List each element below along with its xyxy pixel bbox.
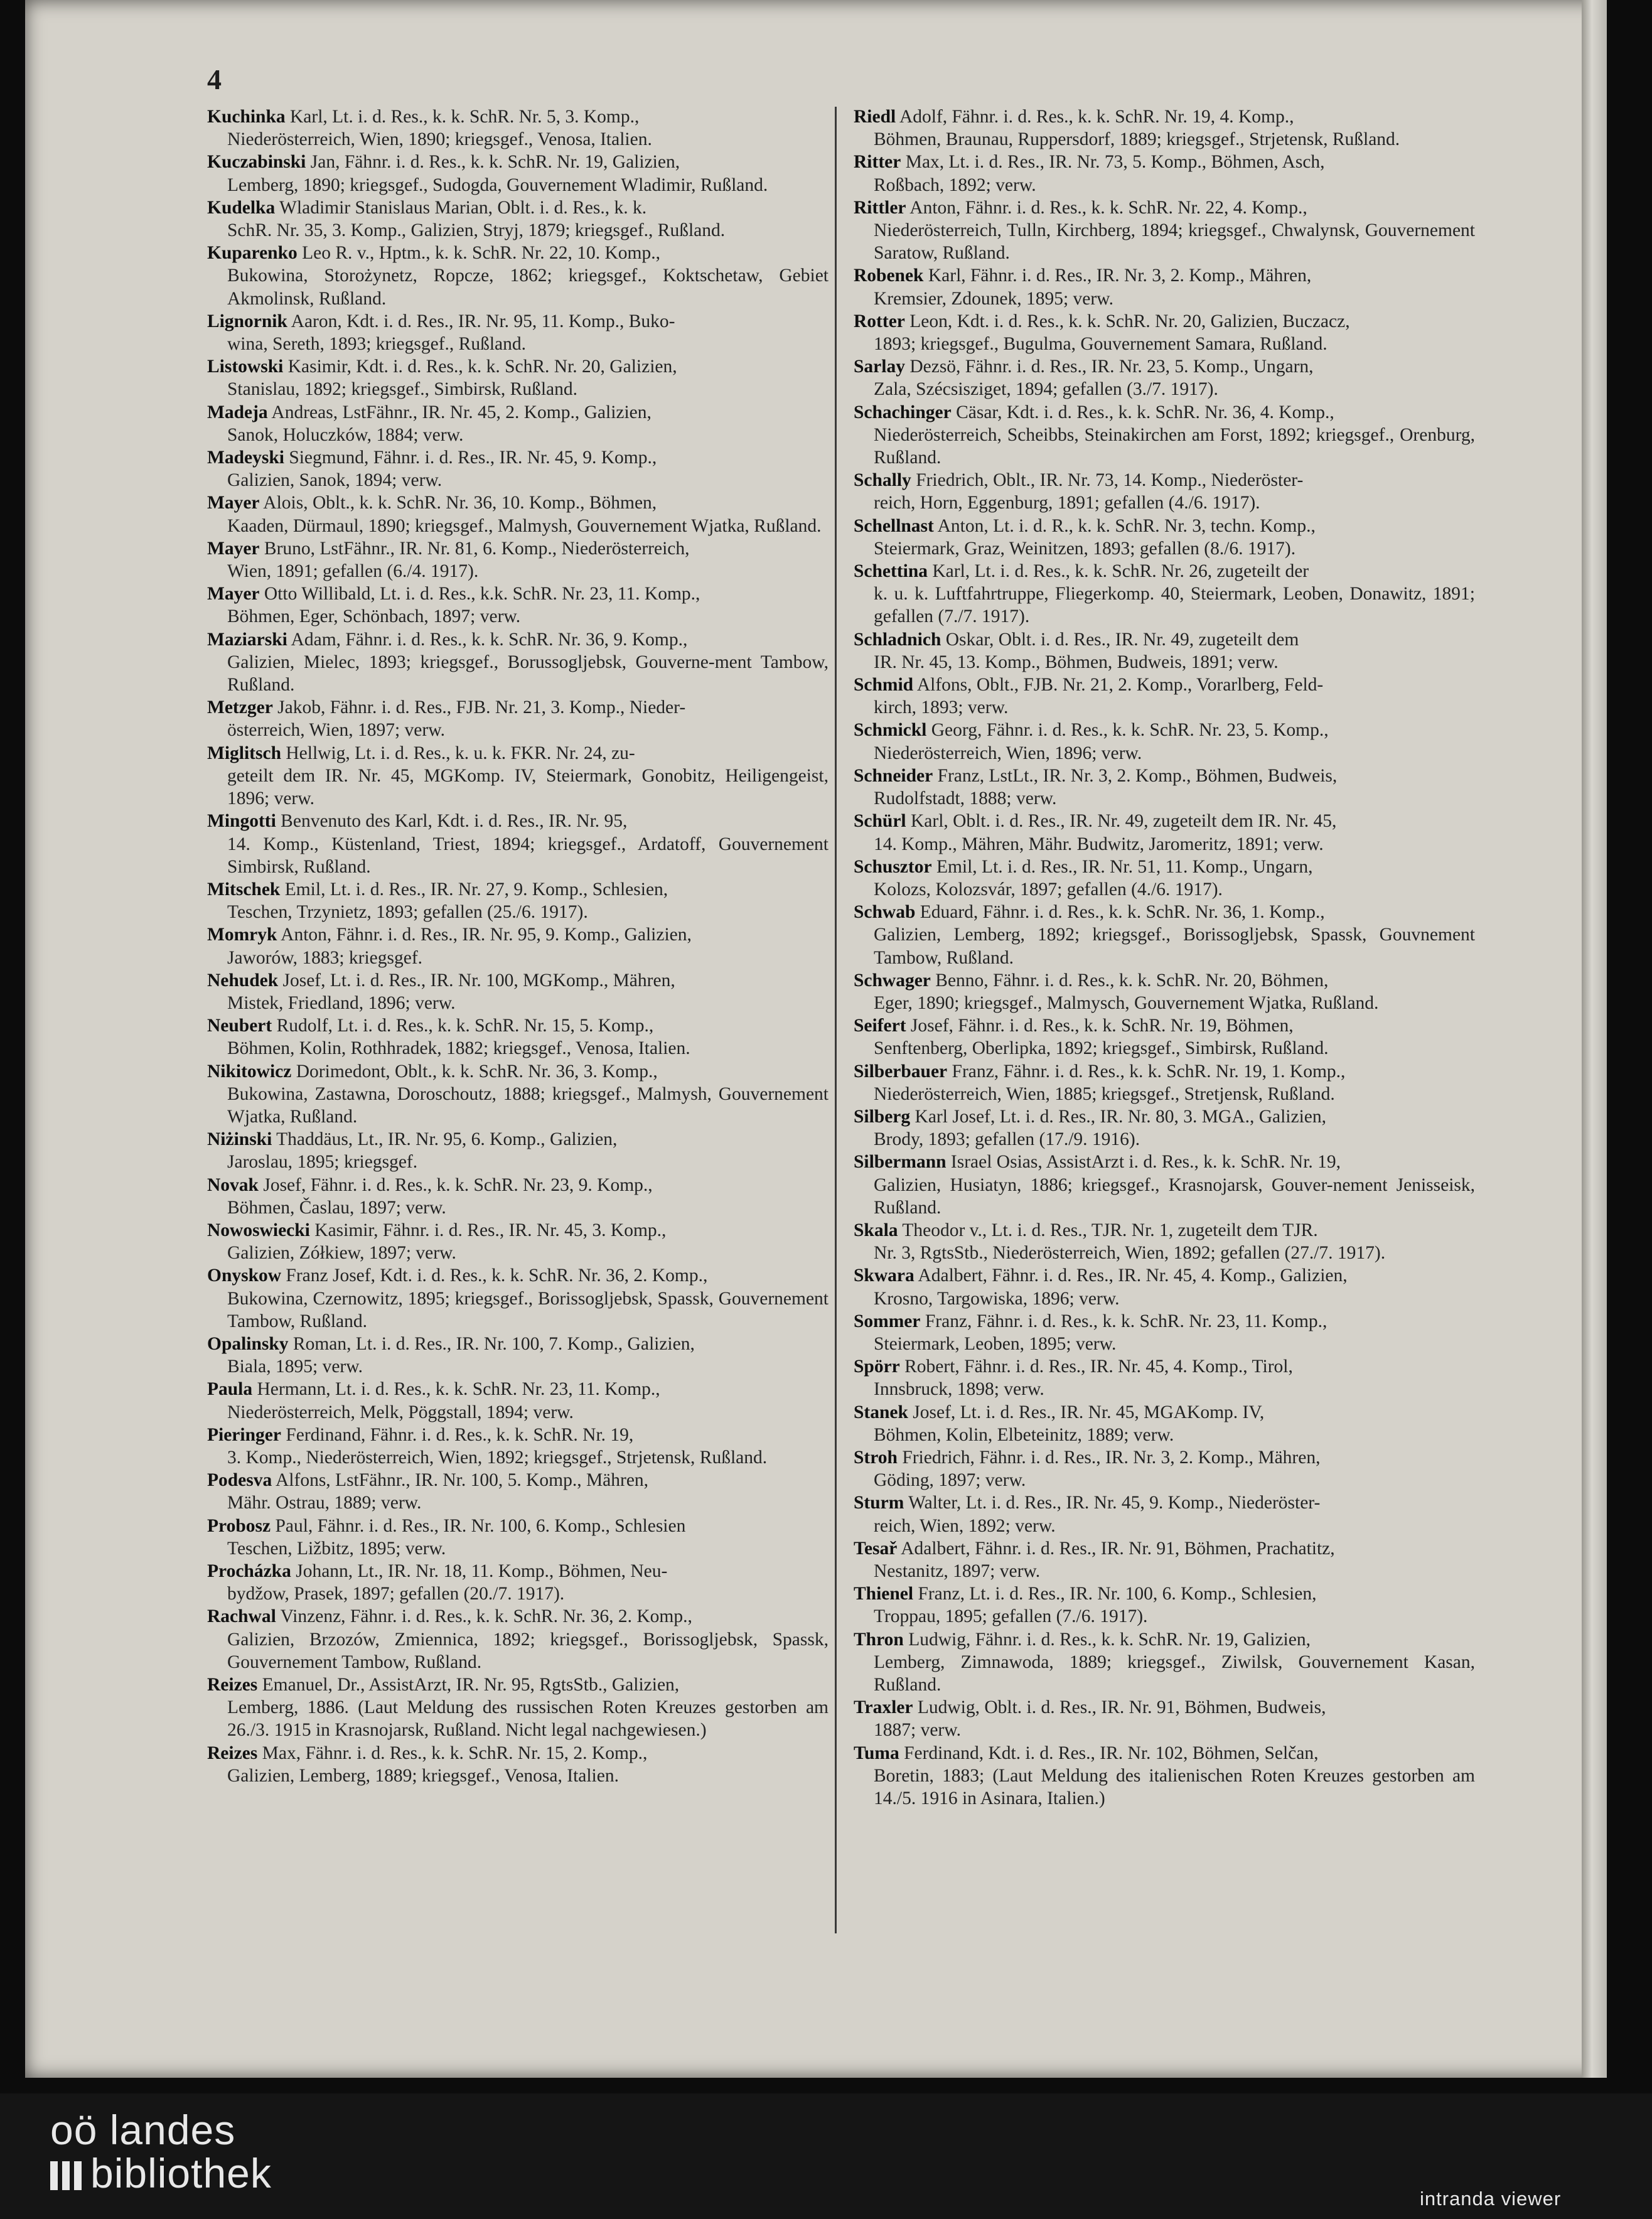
entry-surname: Mayer: [207, 493, 260, 513]
entry-surname: Kuparenko: [207, 243, 298, 264]
entry-details: Ludwig, Oblt. i. d. Res., IR. Nr. 91, Böhmen, Budweis,: [913, 1697, 1326, 1718]
entry-details: Robert, Fähnr. i. d. Res., IR. Nr. 45, 4. Komp., Tirol,: [899, 1357, 1293, 1377]
register-entry: [207, 1515, 829, 1560]
entry-continuation: Galizien, Husiatyn, 1886; kriegsgef., Krasnojarsk, Gouver-nement Jenisseisk, Rußland.: [874, 1174, 1475, 1218]
entry-surname: Schladnich: [854, 629, 941, 650]
library-logo[interactable]: [50, 2109, 272, 2196]
entry-continuation: Galizien, Brzozów, Zmiennica, 1892; kriegsgef., Borissogljebsk, Spassk, Gouvernement Tambow, Rußland.: [227, 1629, 829, 1672]
register-entry: [207, 969, 829, 1014]
entry-continuation: Eger, 1890; kriegsgef., Malmysch, Gouvernement Wjatka, Rußland.: [874, 992, 1379, 1013]
entry-surname: Rittler: [854, 197, 906, 218]
register-entry: [207, 583, 829, 628]
entry-details: Paul, Fähnr. i. d. Res., IR. Nr. 100, 6. Komp., Schlesien: [271, 1515, 686, 1536]
entry-details: Max, Fähnr. i. d. Res., k. k. SchR. Nr. 15, 2. Komp.,: [257, 1743, 648, 1763]
register-entry: [207, 1674, 829, 1742]
entry-surname: Mayer: [207, 538, 260, 559]
register-entry: [854, 515, 1475, 560]
register-entry: [854, 1491, 1475, 1537]
entry-continuation: Niederösterreich, Melk, Pöggstall, 1894; verw.: [227, 1402, 574, 1422]
entry-surname: Stroh: [854, 1447, 898, 1468]
entry-surname: Sommer: [854, 1311, 921, 1331]
entry-details: Bruno, LstFähnr., IR. Nr. 81, 6. Komp., Niederösterreich,: [259, 538, 690, 559]
entry-surname: Paula: [207, 1379, 253, 1400]
register-entry: [854, 105, 1475, 151]
register-entry: [207, 196, 829, 242]
entry-surname: Skala: [854, 1220, 898, 1240]
register-entry: [207, 105, 829, 151]
entry-details: Emil, Lt. i. d. Res., IR. Nr. 27, 9. Komp., Schlesien,: [280, 879, 668, 900]
register-entry: [854, 264, 1475, 309]
entry-surname: Mingotti: [207, 811, 276, 832]
entry-surname: Nikitowicz: [207, 1061, 292, 1082]
entry-details: Eduard, Fähnr. i. d. Res., k. k. SchR. Nr. 36, 1. Komp.,: [915, 902, 1325, 923]
entry-details: Karl, Lt. i. d. Res., k. k. SchR. Nr. 5, 3. Komp.,: [285, 107, 640, 127]
entry-continuation: Niederösterreich, Scheibbs, Steinakirchen am Forst, 1892; kriegsgef., Orenburg, Rußland.: [874, 424, 1475, 468]
register-entry: [207, 355, 829, 400]
entry-continuation: Jaworów, 1883; kriegsgef.: [227, 947, 423, 968]
register-entry: [207, 1014, 829, 1060]
entry-details: Josef, Fähnr. i. d. Res., k. k. SchR. Nr. 23, 9. Komp.,: [258, 1174, 653, 1195]
entry-details: Vinzenz, Fähnr. i. d. Res., k. k. SchR. Nr. 36, 2. Komp.,: [276, 1606, 692, 1627]
entry-details: Franz, Fähnr. i. d. Res., k. k. SchR. Nr. 23, 11. Komp.,: [920, 1311, 1328, 1331]
entry-surname: Probosz: [207, 1515, 271, 1536]
register-entry: [207, 537, 829, 583]
register-entry: [207, 1469, 829, 1514]
entry-details: Kasimir, Fähnr. i. d. Res., IR. Nr. 45, 3. Komp.,: [309, 1220, 667, 1240]
entry-surname: Rotter: [854, 311, 905, 331]
register-entry: [854, 1151, 1475, 1219]
entry-continuation: IR. Nr. 45, 13. Komp., Böhmen, Budweis, 1891; verw.: [874, 652, 1279, 672]
entry-continuation: Niederösterreich, Tulln, Kirchberg, 1894; kriegsgef., Chwalynsk, Gouvernement Saratow, Rußland.: [874, 220, 1475, 264]
register-entry: [207, 492, 829, 537]
register-entry: [207, 1378, 829, 1423]
entry-continuation: Rudolfstadt, 1888; verw.: [874, 788, 1057, 809]
register-entry: [207, 401, 829, 446]
entry-details: Leo R. v., Hptm., k. k. SchR. Nr. 22, 10. Komp.,: [297, 243, 660, 264]
entry-details: Rudolf, Lt. i. d. Res., k. k. SchR. Nr. 15, 5. Komp.,: [272, 1016, 654, 1036]
entry-details: Dezsö, Fähnr. i. d. Res., IR. Nr. 23, 5. Komp., Ungarn,: [904, 357, 1314, 377]
entry-surname: Schellnast: [854, 515, 934, 536]
entry-details: Siegmund, Fähnr. i. d. Res., IR. Nr. 45, 9. Komp.,: [284, 448, 657, 468]
entry-details: Hellwig, Lt. i. d. Res., k. u. k. FKR. Nr. 24, zu-: [281, 743, 635, 763]
entry-details: Theodor v., Lt. i. d. Res., TJR. Nr. 1, zugeteilt dem TJR.: [898, 1220, 1318, 1240]
entry-details: Roman, Lt. i. d. Res., IR. Nr. 100, 7. Komp., Galizien,: [288, 1333, 695, 1354]
register-entry: [854, 151, 1475, 196]
entry-continuation: Niederösterreich, Wien, 1885; kriegsgef., Stretjensk, Rußland.: [874, 1083, 1335, 1104]
register-entry: [207, 242, 829, 310]
entry-continuation: k. u. k. Luftfahrtruppe, Fliegerkomp. 40, Steiermark, Leoben, Donawitz, 1891; gefallen (7./7. 1917).: [874, 584, 1475, 627]
register-entry: [854, 1537, 1475, 1582]
entry-continuation: Nr. 3, RgtsStb., Niederösterreich, Wien, 1892; gefallen (27./7. 1917).: [874, 1243, 1386, 1264]
entry-details: Franz, Fähnr. i. d. Res., k. k. SchR. Nr. 19, 1. Komp.,: [947, 1061, 1346, 1082]
entry-details: Ludwig, Fähnr. i. d. Res., k. k. SchR. Nr. 19, Galizien,: [903, 1629, 1311, 1650]
register-entry: [854, 901, 1475, 969]
entry-surname: Metzger: [207, 697, 273, 718]
entry-details: Friedrich, Fähnr. i. d. Res., IR. Nr. 3, 2. Komp., Mähren,: [897, 1447, 1321, 1468]
entry-surname: Stanek: [854, 1402, 908, 1422]
entry-surname: Procházka: [207, 1561, 291, 1581]
register-entry: [207, 1333, 829, 1378]
entry-continuation: Senftenberg, Oberlipka, 1892; kriegsgef., Simbirsk, Rußland.: [874, 1038, 1329, 1059]
entry-surname: Listowski: [207, 357, 284, 377]
entry-surname: Schettina: [854, 561, 928, 582]
register-entry: [854, 469, 1475, 514]
entry-surname: Skwara: [854, 1265, 914, 1286]
register-entry: [854, 969, 1475, 1014]
entry-continuation: SchR. Nr. 35, 3. Komp., Galizien, Stryj, 1879; kriegsgef., Rußland.: [227, 220, 726, 241]
entry-details: Andreas, LstFähnr., IR. Nr. 45, 2. Komp., Galizien,: [267, 402, 652, 422]
register-entry: [854, 1582, 1475, 1628]
entry-continuation: Bukowina, Zastawna, Doroschoutz, 1888; kriegsgef., Malmysh, Gouvernement Wjatka, Rußland.: [227, 1083, 829, 1127]
entry-continuation: österreich, Wien, 1897; verw.: [227, 720, 445, 741]
register-entry: [854, 355, 1475, 400]
entry-details: Karl, Fähnr. i. d. Res., IR. Nr. 3, 2. Komp., Mähren,: [923, 266, 1312, 286]
register-entry: [854, 674, 1475, 719]
register-entry: [207, 310, 829, 355]
entry-continuation: Roßbach, 1892; verw.: [874, 175, 1036, 195]
entry-details: Oskar, Oblt. i. d. Res., IR. Nr. 49, zugeteilt dem: [941, 629, 1299, 650]
entry-details: Leon, Kdt. i. d. Res., k. k. SchR. Nr. 20, Galizien, Buczacz,: [904, 311, 1350, 331]
register-entry: [207, 1174, 829, 1219]
entry-surname: Mayer: [207, 584, 260, 604]
entry-details: Alfons, LstFähnr., IR. Nr. 100, 5. Komp., Mähren,: [272, 1470, 649, 1491]
register-entry: [207, 1742, 829, 1787]
entry-surname: Thienel: [854, 1584, 914, 1604]
entry-surname: Robenek: [854, 266, 924, 286]
register-entry: [207, 628, 829, 697]
entry-details: Josef, Fähnr. i. d. Res., k. k. SchR. Nr. 19, Böhmen,: [906, 1016, 1294, 1036]
entry-details: Josef, Lt. i. d. Res., IR. Nr. 100, MGKomp., Mähren,: [278, 970, 675, 991]
entry-surname: Reizes: [207, 1743, 258, 1763]
entry-details: Anton, Fähnr. i. d. Res., IR. Nr. 95, 9. Komp., Galizien,: [277, 925, 692, 945]
entry-details: Ferdinand, Fähnr. i. d. Res., k. k. SchR. Nr. 19,: [281, 1424, 634, 1445]
register-entry: [854, 810, 1475, 855]
viewer-brand-label: intranda viewer: [1420, 2188, 1562, 2210]
entry-surname: Silbermann: [854, 1152, 947, 1173]
left-column: [207, 105, 829, 1787]
entry-continuation: Kaaden, Dürmaul, 1890; kriegsgef., Malmysh, Gouvernement Wjatka, Rußland.: [227, 515, 822, 536]
entry-continuation: Jaroslau, 1895; kriegsgef.: [227, 1152, 418, 1173]
page-edge: [1582, 0, 1607, 2078]
entry-continuation: Steiermark, Leoben, 1895; verw.: [874, 1333, 1117, 1354]
entry-surname: Schürl: [854, 811, 906, 832]
entry-continuation: Innsbruck, 1898; verw.: [874, 1379, 1044, 1400]
entry-details: Adalbert, Fähnr. i. d. Res., IR. Nr. 45, 4. Komp., Galizien,: [914, 1265, 1348, 1286]
entry-continuation: Lemberg, 1890; kriegsgef., Sudogda, Gouvernement Wladimir, Rußland.: [227, 175, 768, 195]
entry-surname: Schally: [854, 470, 911, 491]
entry-details: Alois, Oblt., k. k. SchR. Nr. 36, 10. Komp., Böhmen,: [259, 493, 657, 513]
entry-surname: Tuma: [854, 1743, 899, 1763]
entry-continuation: Bukowina, Storożynetz, Ropcze, 1862; kriegsgef., Koktschetaw, Gebiet Akmolinsk, Rußland.: [227, 266, 829, 309]
entry-continuation: Teschen, Ližbitz, 1895; verw.: [227, 1538, 446, 1559]
register-entry: [854, 719, 1475, 764]
register-entry: [854, 628, 1475, 674]
entry-details: Franz, Lt. i. d. Res., IR. Nr. 100, 6. Komp., Schlesien,: [913, 1584, 1317, 1604]
page-number: 4: [207, 63, 222, 95]
entry-continuation: reich, Wien, 1892; verw.: [874, 1515, 1056, 1536]
register-entry: [207, 1060, 829, 1129]
entry-details: Benvenuto des Karl, Kdt. i. d. Res., IR. Nr. 95,: [276, 811, 628, 832]
entry-surname: Momryk: [207, 925, 277, 945]
entry-details: Emil, Lt. i. d. Res., IR. Nr. 51, 11. Komp., Ungarn,: [931, 856, 1313, 877]
entry-details: Max, Lt. i. d. Res., IR. Nr. 73, 5. Komp., Böhmen, Asch,: [901, 152, 1325, 173]
entry-details: Karl Josef, Lt. i. d. Res., IR. Nr. 80, 3. MGA., Galizien,: [910, 1106, 1326, 1127]
register-entry: [854, 1742, 1475, 1810]
entry-surname: Madeyski: [207, 448, 284, 468]
entry-details: Jan, Fähnr. i. d. Res., k. k. SchR. Nr. 19, Galizien,: [306, 152, 680, 173]
entry-details: Adolf, Fähnr. i. d. Res., k. k. SchR. Nr. 19, 4. Komp.,: [896, 107, 1294, 127]
register-entry: [207, 810, 829, 878]
register-entry: [207, 878, 829, 923]
entry-surname: Pieringer: [207, 1424, 281, 1445]
entry-continuation: reich, Horn, Eggenburg, 1891; gefallen (4./6. 1917).: [874, 493, 1260, 513]
entry-continuation: Niederösterreich, Wien, 1890; kriegsgef., Venosa, Italien.: [227, 129, 652, 150]
entry-continuation: Lemberg, 1886. (Laut Meldung des russischen Roten Kreuzes gestorben am 26./3. 1915 in Krasnojarsk, Rußland. Nicht legal nachgewiesen.): [227, 1697, 829, 1741]
register-entry: [854, 1355, 1475, 1400]
entry-continuation: Sanok, Holuczków, 1884; verw.: [227, 424, 464, 445]
right-column: [854, 105, 1475, 1810]
entry-continuation: kirch, 1893; verw.: [874, 697, 1009, 718]
entry-surname: Traxler: [854, 1697, 913, 1718]
entry-surname: Novak: [207, 1174, 259, 1195]
entry-details: Adalbert, Fähnr. i. d. Res., IR. Nr. 91, Böhmen, Prachatitz,: [897, 1538, 1335, 1559]
entry-surname: Kudelka: [207, 197, 276, 218]
register-entry: [854, 1264, 1475, 1309]
entry-surname: Sturm: [854, 1493, 904, 1513]
entry-details: Cäsar, Kdt. i. d. Res., k. k. SchR. Nr. 36, 4. Komp.,: [951, 402, 1334, 422]
entry-continuation: Galizien, Sanok, 1894; verw.: [227, 470, 442, 491]
entry-continuation: Teschen, Trzynietz, 1893; gefallen (25./6. 1917).: [227, 902, 588, 923]
register-entry: [207, 696, 829, 741]
entry-continuation: Galizien, Mielec, 1893; kriegsgef., Borussogljebsk, Gouverne-ment Tambow, Rußland.: [227, 652, 829, 696]
entry-surname: Podesva: [207, 1470, 272, 1491]
entry-details: Karl, Lt. i. d. Res., k. k. SchR. Nr. 26, zugeteilt der: [928, 561, 1309, 582]
entry-surname: Spörr: [854, 1357, 900, 1377]
entry-continuation: Kolozs, Kolozsvár, 1897; gefallen (4./6. 1917).: [874, 879, 1223, 900]
entry-continuation: Lemberg, Zimnawoda, 1889; kriegsgef., Ziwilsk, Gouvernement Kasan, Rußland.: [874, 1652, 1475, 1695]
entry-details: Wladimir Stanislaus Marian, Oblt. i. d. Res., k. k.: [275, 197, 647, 218]
entry-continuation: Böhmen, Eger, Schönbach, 1897; verw.: [227, 606, 521, 627]
entry-details: Adam, Fähnr. i. d. Res., k. k. SchR. Nr. 36, 9. Komp.,: [287, 629, 688, 650]
entry-continuation: Mähr. Ostrau, 1889; verw.: [227, 1493, 422, 1513]
entry-surname: Rachwal: [207, 1606, 276, 1627]
entry-continuation: Galizien, Zółkiew, 1897; verw.: [227, 1243, 456, 1264]
entry-surname: Schneider: [854, 765, 933, 786]
entry-surname: Maziarski: [207, 629, 287, 650]
entry-details: Israel Osias, AssistArzt i. d. Res., k. k. SchR. Nr. 19,: [946, 1152, 1341, 1173]
entry-continuation: Biala, 1895; verw.: [227, 1357, 363, 1377]
entry-continuation: 1887; verw.: [874, 1720, 962, 1741]
entry-details: Benno, Fähnr. i. d. Res., k. k. SchR. Nr. 20, Böhmen,: [930, 970, 1329, 991]
entry-continuation: Kremsier, Zdounek, 1895; verw.: [874, 288, 1113, 309]
register-entry: [854, 1401, 1475, 1446]
entry-continuation: Böhmen, Časlau, 1897; verw.: [227, 1197, 446, 1218]
register-entry: [854, 401, 1475, 470]
entry-continuation: 14. Komp., Mähren, Mähr. Budwitz, Jaromeritz, 1891; verw.: [874, 834, 1324, 854]
entry-surname: Silberg: [854, 1106, 911, 1127]
entry-surname: Schachinger: [854, 402, 952, 422]
entry-surname: Kuchinka: [207, 107, 286, 127]
entry-continuation: Stanislau, 1892; kriegsgef., Simbirsk, Rußland.: [227, 379, 578, 400]
entry-details: Emanuel, Dr., AssistArzt, IR. Nr. 95, RgtsStb., Galizien,: [257, 1675, 680, 1695]
register-entry: [207, 1128, 829, 1173]
entry-continuation: Galizien, Lemberg, 1889; kriegsgef., Venosa, Italien.: [227, 1765, 619, 1786]
entry-continuation: Böhmen, Kolin, Rothhradek, 1882; kriegsgef., Venosa, Italien.: [227, 1038, 690, 1059]
entry-continuation: Wien, 1891; gefallen (6./4. 1917).: [227, 561, 479, 582]
entry-surname: Schusztor: [854, 856, 932, 877]
register-entry: [854, 1310, 1475, 1355]
entry-surname: Schwager: [854, 970, 931, 991]
entry-surname: Mitschek: [207, 879, 281, 900]
entry-surname: Riedl: [854, 107, 896, 127]
entry-surname: Opalinsky: [207, 1333, 289, 1354]
entry-continuation: Göding, 1897; verw.: [874, 1470, 1026, 1491]
entry-details: Alfons, Oblt., FJB. Nr. 21, 2. Komp., Vorarlberg, Feld-: [913, 675, 1324, 696]
entry-details: Ferdinand, Kdt. i. d. Res., IR. Nr. 102, Böhmen, Selčan,: [899, 1743, 1319, 1763]
entry-surname: Onyskow: [207, 1265, 282, 1286]
entry-surname: Ritter: [854, 152, 901, 173]
entry-surname: Seifert: [854, 1016, 906, 1036]
entry-surname: Sarlay: [854, 357, 905, 377]
entry-continuation: Nestanitz, 1897; verw.: [874, 1561, 1041, 1581]
logo-bars-icon: [50, 2161, 82, 2190]
entry-details: Aaron, Kdt. i. d. Res., IR. Nr. 95, 11. Komp., Buko-: [287, 311, 675, 331]
entry-continuation: Krosno, Targowiska, 1896; verw.: [874, 1288, 1120, 1309]
entry-continuation: Böhmen, Kolin, Elbeteinitz, 1889; verw.: [874, 1424, 1174, 1445]
entry-surname: Tesař: [854, 1538, 898, 1559]
entry-continuation: wina, Sereth, 1893; kriegsgef., Rußland.: [227, 334, 527, 355]
entry-surname: Thron: [854, 1629, 904, 1650]
register-entry: [207, 1560, 829, 1605]
entry-surname: Nehudek: [207, 970, 279, 991]
entry-details: Hermann, Lt. i. d. Res., k. k. SchR. Nr. 23, 11. Komp.,: [252, 1379, 660, 1400]
entry-details: Anton, Lt. i. d. R., k. k. SchR. Nr. 3, techn. Komp.,: [933, 515, 1316, 536]
entry-continuation: geteilt dem IR. Nr. 45, MGKomp. IV, Steiermark, Gonobitz, Heiligengeist, 1896; verw.: [227, 765, 829, 809]
entry-surname: Neubert: [207, 1016, 272, 1036]
register-entry: [207, 446, 829, 492]
entry-continuation: Galizien, Lemberg, 1892; kriegsgef., Borissogljebsk, Spassk, Gouvnement Tambow, Rußland.: [874, 925, 1475, 968]
entry-continuation: Niederösterreich, Wien, 1896; verw.: [874, 743, 1142, 763]
entry-details: Karl, Oblt. i. d. Res., IR. Nr. 49, zugeteilt dem IR. Nr. 45,: [906, 811, 1337, 832]
entry-continuation: bydžow, Prasek, 1897; gefallen (20./7. 1917).: [227, 1584, 565, 1604]
entry-surname: Schmid: [854, 675, 914, 696]
entry-details: Franz, LstLt., IR. Nr. 3, 2. Komp., Böhmen, Budweis,: [933, 765, 1338, 786]
entry-surname: Nowoswiecki: [207, 1220, 310, 1240]
entry-continuation: 14. Komp., Küstenland, Triest, 1894; kriegsgef., Ardatoff, Gouvernement Simbirsk, Rußland.: [227, 834, 829, 877]
register-entry: [207, 1605, 829, 1674]
logo-line-2: bibliothek: [90, 2150, 272, 2196]
register-entry: [854, 1628, 1475, 1697]
register-entry: [207, 1424, 829, 1469]
entry-surname: Madeja: [207, 402, 268, 422]
entry-details: Franz Josef, Kdt. i. d. Res., k. k. SchR. Nr. 36, 2. Komp.,: [281, 1265, 708, 1286]
register-entry: [854, 1446, 1475, 1491]
entry-continuation: Böhmen, Braunau, Ruppersdorf, 1889; kriegsgef., Strjetensk, Rußland.: [874, 129, 1400, 150]
entry-continuation: Mistek, Friedland, 1896; verw.: [227, 992, 456, 1013]
entry-continuation: Boretin, 1883; (Laut Meldung des italienischen Roten Kreuzes gestorben am 14./5. 1916 in Asinara, Italien.): [874, 1765, 1475, 1809]
entry-surname: Schwab: [854, 902, 916, 923]
entry-surname: Miglitsch: [207, 743, 281, 763]
entry-details: Friedrich, Oblt., IR. Nr. 73, 14. Komp., Niederöster-: [911, 470, 1304, 491]
register-entry: [854, 1060, 1475, 1105]
register-entry: [207, 923, 829, 969]
logo-line-1: oö landes: [50, 2107, 236, 2153]
entry-continuation: Zala, Szécsisziget, 1894; gefallen (3./7. 1917).: [874, 379, 1218, 400]
register-entry: [854, 310, 1475, 355]
column-divider: [835, 107, 837, 1933]
register-entry: [207, 151, 829, 196]
entry-continuation: Troppau, 1895; gefallen (7./6. 1917).: [874, 1606, 1148, 1627]
register-entry: [207, 1219, 829, 1264]
register-entry: [854, 1105, 1475, 1151]
entry-details: Thaddäus, Lt., IR. Nr. 95, 6. Komp., Galizien,: [272, 1129, 618, 1150]
entry-surname: Niżinski: [207, 1129, 272, 1150]
entry-details: Johann, Lt., IR. Nr. 18, 11. Komp., Böhmen, Neu-: [291, 1561, 668, 1581]
register-entry: [207, 742, 829, 810]
entry-surname: Lignornik: [207, 311, 287, 331]
register-entry: [854, 1014, 1475, 1060]
entry-surname: Silberbauer: [854, 1061, 948, 1082]
register-entry: [207, 1264, 829, 1333]
entry-continuation: Brody, 1893; gefallen (17./9. 1916).: [874, 1129, 1140, 1150]
register-entry: [854, 1219, 1475, 1264]
entry-surname: Schmickl: [854, 720, 927, 741]
entry-continuation: Bukowina, Czernowitz, 1895; kriegsgef., Borissogljebsk, Spassk, Gouvernement Tambow, Rußland.: [227, 1288, 829, 1331]
entry-continuation: 1893; kriegsgef., Bugulma, Gouvernement Samara, Rußland.: [874, 334, 1328, 355]
register-entry: [854, 856, 1475, 901]
entry-details: Otto Willibald, Lt. i. d. Res., k.k. SchR. Nr. 23, 11. Komp.,: [259, 584, 700, 604]
entry-details: Georg, Fähnr. i. d. Res., k. k. SchR. Nr. 23, 5. Komp.,: [926, 720, 1329, 741]
entry-continuation: 3. Komp., Niederösterreich, Wien, 1892; kriegsgef., Strjetensk, Rußland.: [227, 1447, 768, 1468]
register-entry: [854, 196, 1475, 265]
entry-details: Josef, Lt. i. d. Res., IR. Nr. 45, MGAKomp. IV,: [908, 1402, 1265, 1422]
entry-details: Anton, Fähnr. i. d. Res., k. k. SchR. Nr. 22, 4. Komp.,: [906, 197, 1307, 218]
register-entry: [854, 765, 1475, 810]
entry-surname: Reizes: [207, 1675, 258, 1695]
entry-details: Kasimir, Kdt. i. d. Res., k. k. SchR. Nr. 20, Galizien,: [283, 357, 677, 377]
entry-details: Walter, Lt. i. d. Res., IR. Nr. 45, 9. Komp., Niederöster-: [904, 1493, 1321, 1513]
entry-details: Dorimedont, Oblt., k. k. SchR. Nr. 36, 3. Komp.,: [291, 1061, 658, 1082]
entry-continuation: Steiermark, Graz, Weinitzen, 1893; gefallen (8./6. 1917).: [874, 538, 1296, 559]
register-entry: [854, 560, 1475, 628]
entry-details: Jakob, Fähnr. i. d. Res., FJB. Nr. 21, 3. Komp., Nieder-: [272, 697, 686, 718]
register-entry: [854, 1696, 1475, 1741]
entry-surname: Kuczabinski: [207, 152, 306, 173]
